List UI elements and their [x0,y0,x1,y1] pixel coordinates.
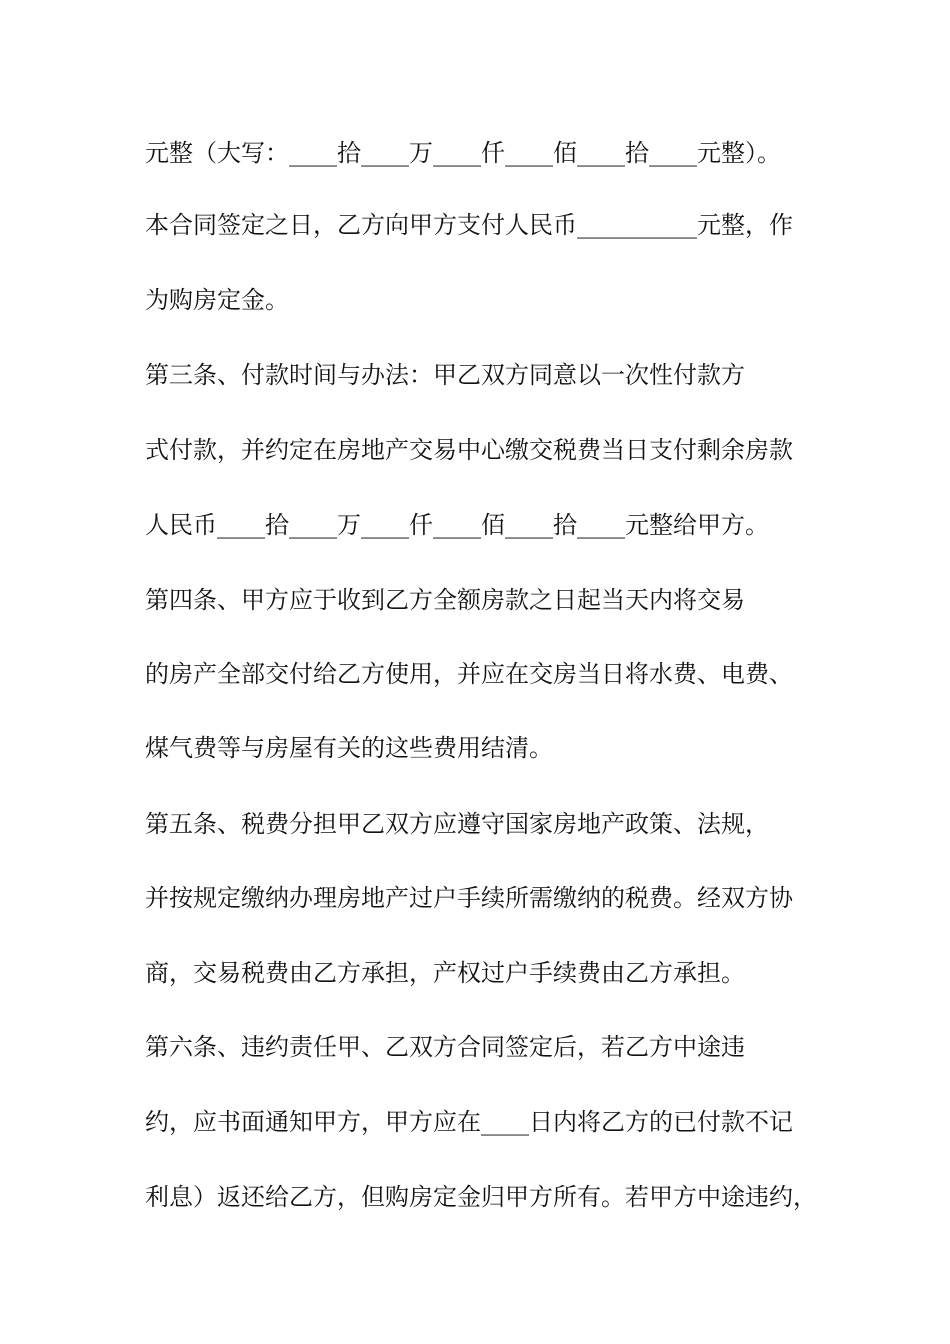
text-line: 本合同签定之日，乙方向甲方支付人民币__________元整，作 [145,211,793,239]
text-line: 人民币____拾____万____仟____佰____拾____元整给甲方。 [145,511,769,539]
text-line: 为购房定金。 [145,286,289,314]
text-line: 第六条、违约责任甲、乙双方合同签定后，若乙方中途违 [145,1033,745,1061]
text-line: 第四条、甲方应于收到乙方全额房款之日起当天内将交易 [145,586,745,614]
text-line: 第五条、税费分担甲乙双方应遵守国家房地产政策、法规， [145,810,769,838]
text-line: 约，应书面通知甲方，甲方应在____日内将乙方的已付款不记 [145,1108,793,1136]
text-line: 煤气费等与房屋有关的这些费用结清。 [145,734,553,762]
text-line: 利息）返还给乙方，但购房定金归甲方所有。若甲方中途违约， [145,1183,817,1211]
text-line: 并按规定缴纳办理房地产过户手续所需缴纳的税费。经双方协 [145,884,793,912]
text-line: 元整（大写：____拾____万____仟____佰____拾____元整）。 [145,139,781,167]
text-line: 商，交易税费由乙方承担，产权过户手续费由乙方承担。 [145,959,745,987]
text-line: 的房产全部交付给乙方使用，并应在交房当日将水费、电费、 [145,660,793,688]
text-line: 式付款，并约定在房地产交易中心缴交税费当日支付剩余房款 [145,436,793,464]
text-line: 第三条、付款时间与办法：甲乙双方同意以一次性付款方 [145,361,745,389]
